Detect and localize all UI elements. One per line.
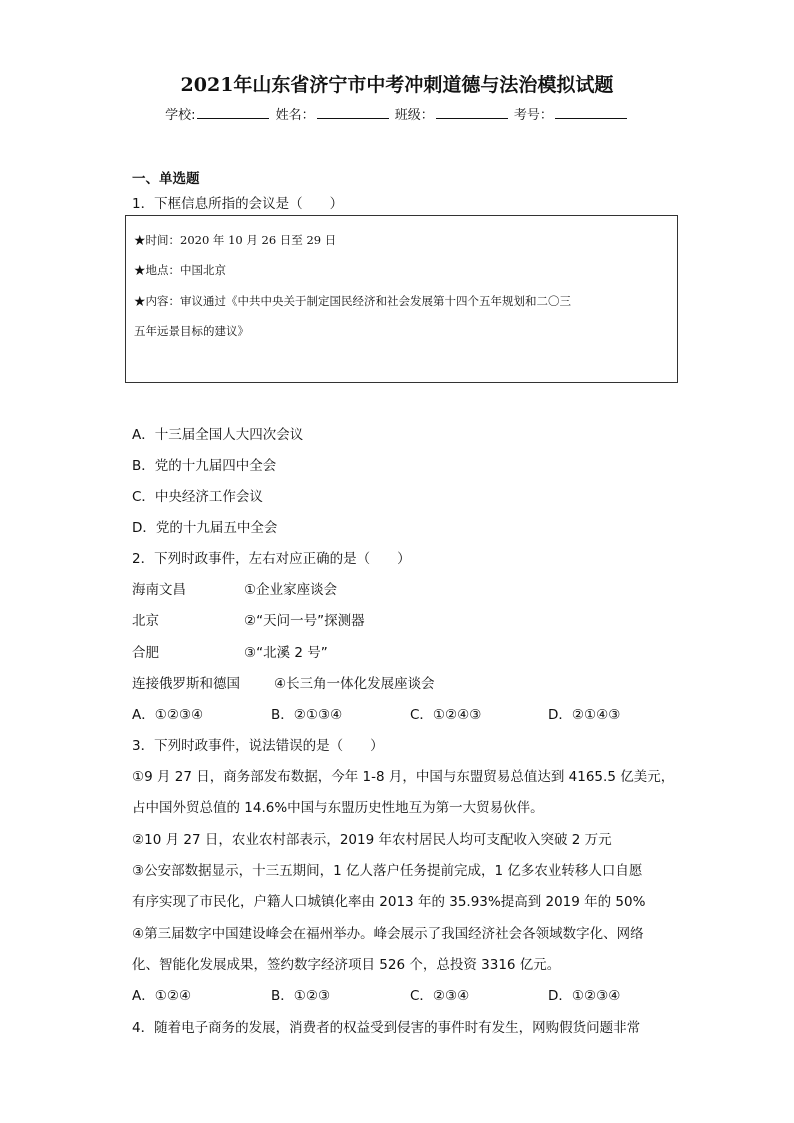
q3-statement-line: 有序实现了市民化，户籍人口城镇化率由 2013 年的 35.93%提高到 2019 年的 50% [132,894,646,910]
student-info-line [0,104,794,123]
q2-pair-left: 北京 [132,613,159,629]
name-blank[interactable] [317,106,389,119]
q2-option-d[interactable]: D．②①④③ [548,707,621,723]
class-label: 班级： [394,108,434,123]
q2-pair-left: 海南文昌 [132,582,186,598]
q1-box-line: ★时间：2020 年 10 月 26 日至 29 日 [134,233,337,247]
q2-pair-row [132,578,338,598]
q1-option-a[interactable]: A．十三届全国人大四次会议 [132,427,304,443]
q2-pair-right: ④长三角一体化发展座谈会 [274,676,435,692]
q3-statement-line: ④第三届数字中国建设峰会在福州举办。峰会展示了我国经济社会各领域数字化、网络 [132,926,644,942]
school-label: 学校: [165,108,196,123]
q2-pair-row [132,641,328,661]
q2-option-a[interactable]: A．①②③④ [132,707,204,723]
q2-pair-right: ②“天问一号”探测器 [244,613,365,629]
q1-option-c[interactable]: C．中央经济工作会议 [132,489,263,505]
class-blank[interactable] [436,106,508,119]
section-heading: 一、单选题 [132,171,200,187]
q2-pair-left: 合肥 [132,645,159,661]
q3-statement-line: ①9 月 27 日，商务部发布数据，今年 1-8 月，中国与东盟贸易总值达到 4165.5 亿美元， [132,769,675,785]
exam-number-blank[interactable] [555,106,627,119]
q2-option-c[interactable]: C．①②④③ [410,707,482,723]
q3-option-c[interactable]: C．②③④ [410,988,470,1004]
q3-stem: 3．下列时政事件，说法错误的是（ ） [132,738,384,754]
q3-option-d[interactable]: D．①②③④ [548,988,621,1004]
q3-statement-line: 化、智能化发展成果，签约数字经济项目 526 个，总投资 3316 亿元。 [132,957,561,973]
q3-options-row [132,984,621,1004]
q1-box-line: ★内容：审议通过《中共中央关于制定国民经济和社会发展第十四个五年规划和二〇三 [134,294,571,308]
q3-statement-line: 占中国外贸总值的 14.6%中国与东盟历史性地互为第一大贸易伙伴。 [132,800,544,816]
q1-box-line: 五年远景目标的建议》 [134,324,249,338]
q1-info-box [125,215,678,383]
q2-option-b[interactable]: B．②①③④ [271,707,343,723]
q3-statement-line: ②10 月 27 日，农业农村部表示，2019 年农村居民人均可支配收入突破 2 万元 [132,832,612,848]
q2-pair-right: ③“北溪 2 号” [244,645,328,661]
page-title: 2021年山东省济宁市中考冲刺道德与法治模拟试题 [180,74,614,96]
q2-pair-left: 连接俄罗斯和德国 [132,676,240,692]
q4-stem: 4．随着电子商务的发展，消费者的权益受到侵害的事件时有发生，网购假货问题非常 [132,1020,641,1036]
q2-pair-row [132,672,435,692]
name-label: 姓名： [275,108,315,123]
school-blank[interactable] [197,106,269,119]
q3-option-b[interactable]: B．①②③ [271,988,331,1004]
exam-number-label: 考号： [513,108,553,123]
q1-stem: 1．下框信息所指的会议是（ ） [132,196,344,212]
q2-pair-row [132,609,365,629]
q2-options-row [132,703,621,723]
q1-option-b[interactable]: B．党的十九届四中全会 [132,458,277,474]
q1-option-d[interactable]: D．党的十九届五中全会 [132,520,278,536]
q2-stem: 2．下列时政事件，左右对应正确的是（ ） [132,551,411,567]
q3-option-a[interactable]: A．①②④ [132,988,192,1004]
q2-pair-right: ①企业家座谈会 [244,582,338,598]
q1-box-line: ★地点：中国北京 [134,263,226,277]
q3-statement-line: ③公安部数据显示，十三五期间，1 亿人落户任务提前完成，1 亿多农业转移人口自愿 [132,863,643,879]
